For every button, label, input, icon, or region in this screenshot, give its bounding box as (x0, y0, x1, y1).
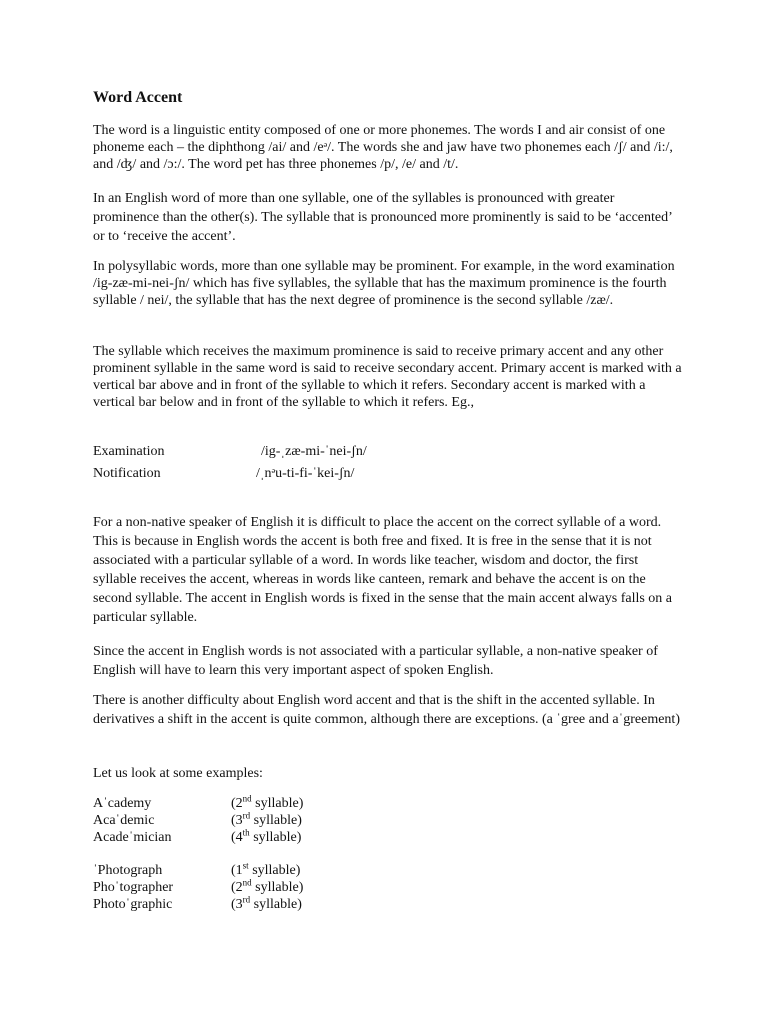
example-syllable: (4th syllable) (231, 827, 302, 845)
transcription-word: Examination (93, 444, 165, 459)
example-syllable: (3rd syllable) (231, 894, 302, 912)
paragraph-shift: There is another difficulty about English word accent and that is the shift in the accented syllable. In derivatives a shift in the accent is quite common, although there are exceptions. (a ˈgree and aˈgreement) (93, 693, 680, 727)
example-syllable: (1st syllable) (231, 860, 301, 878)
example-syllable: (2nd syllable) (231, 877, 304, 895)
paragraph-phonemes: The word is a linguistic entity composed of one or more phonemes. The words I and air consist of one phoneme each – the diphthong /ai/ and /eᵊ/. The words she and jaw have two phonemes each /ʃ/ and /i:/, and /ʤ/ and /ɔ:/. The word pet has three phonemes /p/, /e/ and /t/. (93, 123, 673, 172)
document-title: Word Accent (93, 89, 183, 106)
paragraph-free-fixed: For a non-native speaker of English it is difficult to place the accent on the correct syllable of a word. This is because in English words the accent is both free and fixed. It is free in the sense that it is not associated with a particular syllable of a word. In words like teacher, wisdom and doctor, the first syllable receives the accent, whereas in words like canteen, remark and behave the accent is on the second syllable. The accent in English words is fixed in the sense that the main accent always falls on a particular syllable. (93, 515, 673, 625)
transcription-ipa: /ig-ˌzæ-mi-ˈnei-ʃn/ (261, 444, 367, 459)
paragraph-examples-intro: Let us look at some examples: (93, 766, 263, 781)
paragraph-non-native: Since the accent in English words is not associated with a particular syllable, a non-native speaker of English will have to learn this very important aspect of spoken English. (93, 644, 658, 678)
example-word: Acaˈdemic (93, 813, 155, 828)
example-syllable: (3rd syllable) (231, 810, 302, 828)
paragraph-prominence: In an English word of more than one syllable, one of the syllables is pronounced with greater prominence than the other(s). The syllable that is pronounced more prominently is said to be ‘accented’ or to ‘receive the accent’. (93, 191, 672, 244)
example-word: Acadeˈmician (93, 830, 172, 845)
paragraph-primary-secondary: The syllable which receives the maximum prominence is said to receive primary accent and any other prominent syllable in the same word is said to receive secondary accent. Primary accent is marked with a vertical bar above and in front of the syllable to which it refers. Secondary accent is marked with a vertical bar below and in front of the syllable to which it refers. Eg., (93, 344, 682, 410)
example-word: Aˈcademy (93, 796, 152, 811)
example-word: Photoˈgraphic (93, 897, 173, 912)
paragraph-polysyllabic: In polysyllabic words, more than one syllable may be prominent. For example, in the word examination /ig-zæ-mi-nei-ʃn/ which has five syllables, the syllable that has the maximum prominence is the fourth syllable / nei/, the syllable that has the next degree of prominence is the second syllable /zæ/. (93, 259, 675, 308)
example-word: Phoˈtographer (93, 880, 174, 895)
example-word: ˈPhotograph (93, 863, 163, 878)
transcription-ipa: /ˌnᵊu-ti-fi-ˈkei-ʃn/ (256, 466, 355, 481)
example-syllable: (2nd syllable) (231, 793, 304, 811)
transcription-word: Notification (93, 466, 161, 481)
